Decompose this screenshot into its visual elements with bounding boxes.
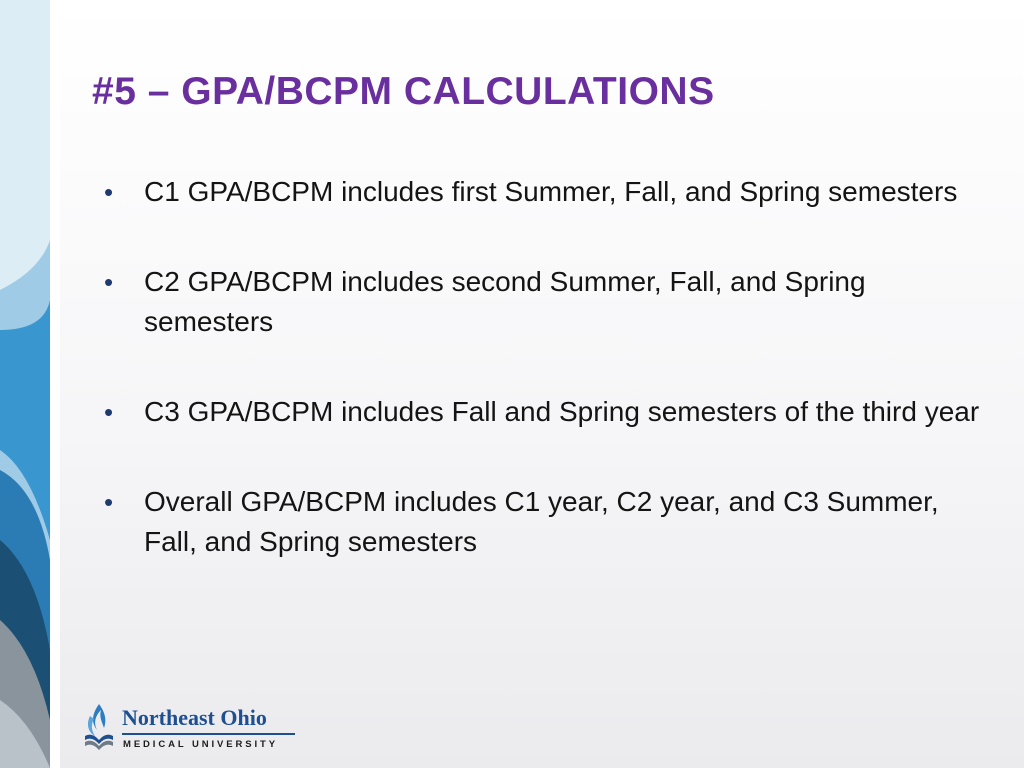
left-decorative-wave (0, 0, 60, 768)
logo-name: Northeast Ohio (122, 705, 267, 730)
bullet-marker: • (104, 177, 114, 207)
bullet-item (100, 482, 980, 562)
bullet-marker: • (104, 397, 114, 427)
bullet-marker: • (104, 267, 114, 297)
logo-subtitle: MEDICAL UNIVERSITY (123, 739, 278, 750)
bullet-marker: • (104, 487, 114, 517)
bullet-text: C3 GPA/BCPM includes Fall and Spring semesters of the third year (144, 396, 980, 427)
bullet-item (100, 262, 980, 342)
flame-book-icon (82, 702, 116, 752)
bullet-text: C2 GPA/BCPM includes second Summer, Fall, and Spring semesters (144, 266, 866, 337)
bullet-text: Overall GPA/BCPM includes C1 year, C2 year, and C3 Summer, Fall, and Spring semesters (144, 486, 939, 557)
slide-title: #5 – GPA/BCPM CALCULATIONS (92, 70, 715, 113)
bullet-item (100, 392, 980, 432)
bullet-text: C1 GPA/BCPM includes first Summer, Fall, and Spring semesters (144, 176, 958, 207)
logo-divider (122, 733, 295, 735)
university-logo (82, 702, 302, 754)
bullet-item (100, 172, 980, 212)
bullet-list (100, 172, 980, 562)
